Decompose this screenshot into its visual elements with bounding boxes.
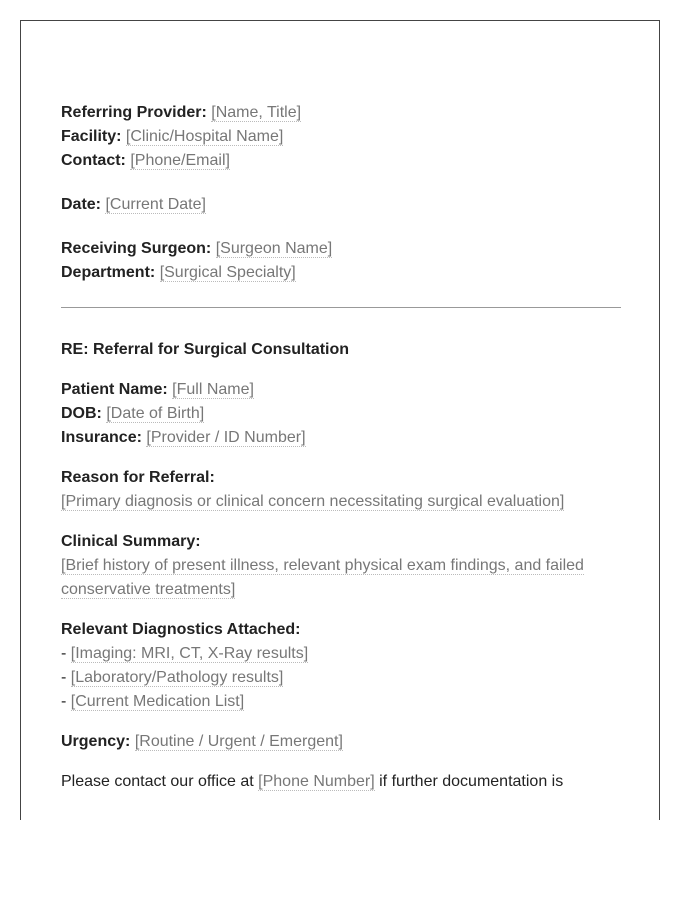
- reason-value-line: [61, 490, 621, 514]
- contact-field[interactable]: [Phone/Email]: [130, 152, 230, 169]
- insurance-field[interactable]: [Provider / ID Number]: [146, 429, 306, 446]
- receiving-surgeon-label: Receiving Surgeon:: [61, 240, 212, 257]
- date-field[interactable]: [Current Date]: [105, 196, 206, 213]
- urgency-line: [61, 730, 621, 754]
- patient-name-field[interactable]: [Full Name]: [172, 381, 254, 398]
- receiving-surgeon-line: [61, 237, 621, 261]
- subject-line: [61, 338, 621, 362]
- urgency-field[interactable]: [Routine / Urgent / Emergent]: [134, 733, 343, 750]
- insurance-label: Insurance:: [61, 429, 142, 446]
- diagnostics-medication-field[interactable]: [Current Medication List]: [70, 693, 245, 710]
- dob-line: [61, 402, 621, 426]
- reason-block: [61, 466, 621, 514]
- clinical-summary-label-line: [61, 530, 621, 554]
- diagnostics-block: [61, 618, 621, 714]
- contact-line: [61, 149, 621, 173]
- diagnostics-label-line: [61, 618, 621, 642]
- diagnostics-lab-field[interactable]: [Laboratory/Pathology results]: [70, 669, 284, 686]
- date-line: [61, 193, 621, 217]
- reason-field[interactable]: [Primary diagnosis or clinical concern necessitating surgical evaluation]: [61, 493, 565, 510]
- facility-field[interactable]: [Clinic/Hospital Name]: [125, 128, 284, 145]
- receiving-info-block: [61, 237, 621, 285]
- facility-label: Facility:: [61, 128, 122, 145]
- date-label: Date:: [61, 196, 102, 213]
- document-content: [61, 101, 621, 794]
- urgency-label: Urgency:: [61, 733, 131, 750]
- diagnostics-item: [61, 690, 621, 714]
- bullet-dash: -: [61, 669, 71, 686]
- date-block: [61, 193, 621, 217]
- closing-phone-field[interactable]: [Phone Number]: [258, 773, 375, 790]
- dob-field[interactable]: [Date of Birth]: [106, 405, 205, 422]
- reason-label: Reason for Referral:: [61, 469, 215, 486]
- reason-label-line: [61, 466, 621, 490]
- clinical-summary-block: [61, 530, 621, 602]
- patient-name-label: Patient Name:: [61, 381, 168, 398]
- referring-info-block: [61, 101, 621, 173]
- facility-line: [61, 125, 621, 149]
- clinical-summary-field[interactable]: [Brief history of present illness, relevant physical exam findings, and failed conservative treatments]: [61, 557, 584, 598]
- section-divider: [61, 307, 621, 308]
- closing-suffix: if further documentation is: [374, 773, 564, 790]
- closing-prefix: Please contact our office at: [61, 773, 259, 790]
- patient-name-line: [61, 378, 621, 402]
- referring-provider-line: [61, 101, 621, 125]
- referring-provider-field[interactable]: [Name, Title]: [211, 104, 302, 121]
- bullet-dash: -: [61, 693, 71, 710]
- diagnostics-label: Relevant Diagnostics Attached:: [61, 621, 301, 638]
- diagnostics-item: [61, 666, 621, 690]
- referral-document-page: [20, 20, 660, 820]
- clinical-summary-label: Clinical Summary:: [61, 533, 201, 550]
- insurance-line: [61, 426, 621, 450]
- department-field[interactable]: [Surgical Specialty]: [159, 264, 296, 281]
- department-line: [61, 261, 621, 285]
- referring-provider-label: Referring Provider:: [61, 104, 207, 121]
- diagnostics-item: [61, 642, 621, 666]
- urgency-block: [61, 730, 621, 754]
- bullet-dash: -: [61, 645, 71, 662]
- closing-paragraph: [61, 770, 621, 794]
- contact-label: Contact:: [61, 152, 126, 169]
- subject-heading: RE: Referral for Surgical Consultation: [61, 341, 350, 358]
- diagnostics-imaging-field[interactable]: [Imaging: MRI, CT, X-Ray results]: [70, 645, 309, 662]
- clinical-summary-value-line: [61, 554, 621, 602]
- dob-label: DOB:: [61, 405, 102, 422]
- receiving-surgeon-field[interactable]: [Surgeon Name]: [215, 240, 333, 257]
- department-label: Department:: [61, 264, 156, 281]
- patient-info-block: [61, 378, 621, 450]
